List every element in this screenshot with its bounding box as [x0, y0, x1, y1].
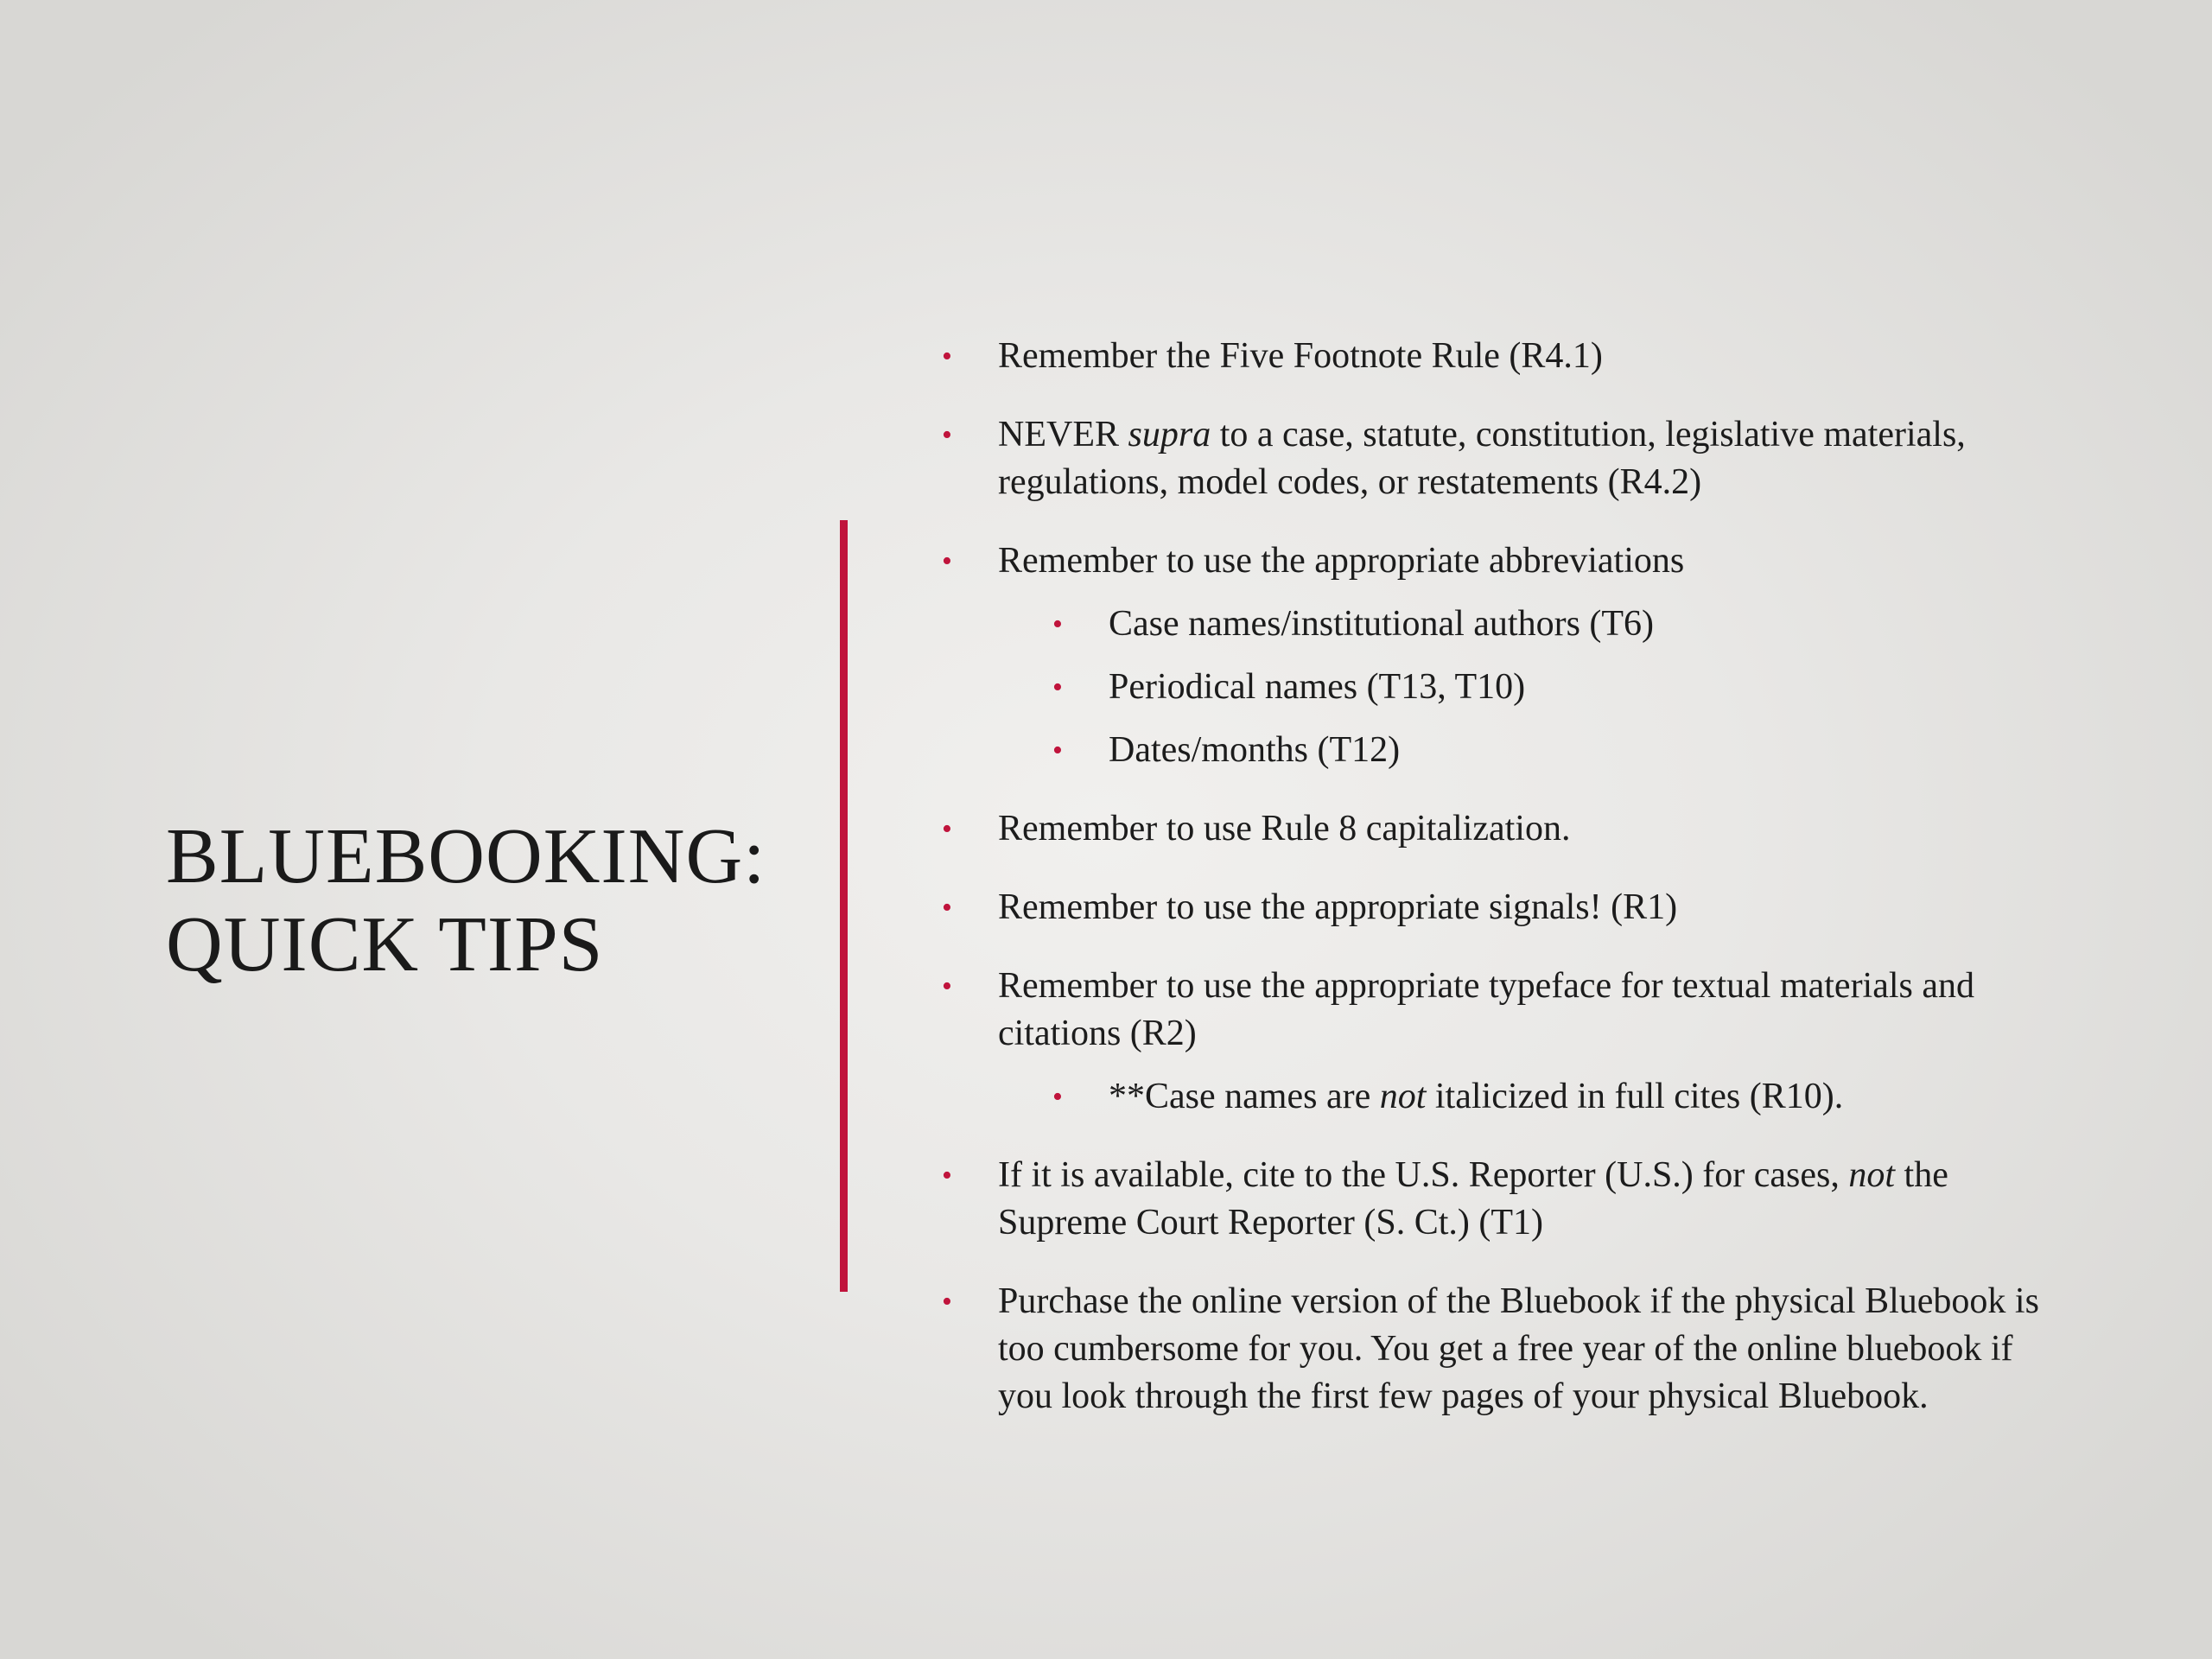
- tip-typeface: [942, 963, 2056, 1058]
- subtip-text: Dates/months (T12): [1109, 730, 1401, 770]
- subtip-text-post: italicized in full cites (R10).: [1426, 1077, 1844, 1116]
- tip-us-reporter: [942, 1152, 2056, 1247]
- tip-text-emphasis: not: [1848, 1155, 1896, 1195]
- tip-text: Purchase the online version of the Bluebook if the physical Bluebook is too cumbersome for you. You get a free year of the online bluebook if you look through the first few pages of your physical Bluebook.: [998, 1281, 2039, 1416]
- tip-text: Remember to use Rule 8 capitalization.: [998, 809, 1571, 849]
- subtip-periodical-names: [1052, 664, 2056, 711]
- subtip-text: Periodical names (T13, T10): [1109, 667, 1526, 707]
- tip-text: Remember to use the appropriate typeface for textual materials and citations (R2): [998, 966, 1975, 1053]
- subtip-case-names: [1052, 601, 2056, 648]
- tip-capitalization: [942, 805, 2056, 853]
- slide-title: [166, 812, 823, 988]
- subtip-text-pre: **Case names are: [1109, 1077, 1380, 1116]
- tip-signals: [942, 884, 2056, 931]
- tips-list: [942, 333, 2056, 1421]
- slide-title-line-2: QUICK TIPS: [166, 900, 604, 988]
- tip-text: Remember to use the appropriate abbreviations: [998, 541, 1685, 581]
- slide-title-line-1: BLUEBOOKING:: [166, 812, 766, 899]
- subtip-dates-months: [1052, 727, 2056, 774]
- tip-text-post: the Supreme Court Reporter (S. Ct.) (T1): [998, 1155, 1948, 1243]
- tip-text-pre: If it is available, cite to the U.S. Reporter (U.S.) for cases,: [998, 1155, 1849, 1195]
- subtip-text-emphasis: not: [1379, 1077, 1427, 1116]
- tip-text-post: to a case, statute, constitution, legislative materials, regulations, model codes, or restatements (R4.2): [998, 415, 1966, 502]
- tip-never-supra: [942, 411, 2056, 506]
- tip-text: Remember to use the appropriate signals! (R1): [998, 887, 1678, 927]
- tip-abbreviations: [942, 537, 2056, 585]
- subtip-case-names-italics: [1052, 1073, 2056, 1121]
- tip-five-footnote-rule: [942, 333, 2056, 380]
- subtip-text: Case names/institutional authors (T6): [1109, 604, 1655, 644]
- tip-text: Remember the Five Footnote Rule (R4.1): [998, 336, 1603, 376]
- accent-divider: [840, 520, 848, 1292]
- tip-text-pre: NEVER: [998, 415, 1128, 454]
- tip-text-emphasis: supra: [1128, 415, 1211, 454]
- tip-online-bluebook: [942, 1278, 2056, 1421]
